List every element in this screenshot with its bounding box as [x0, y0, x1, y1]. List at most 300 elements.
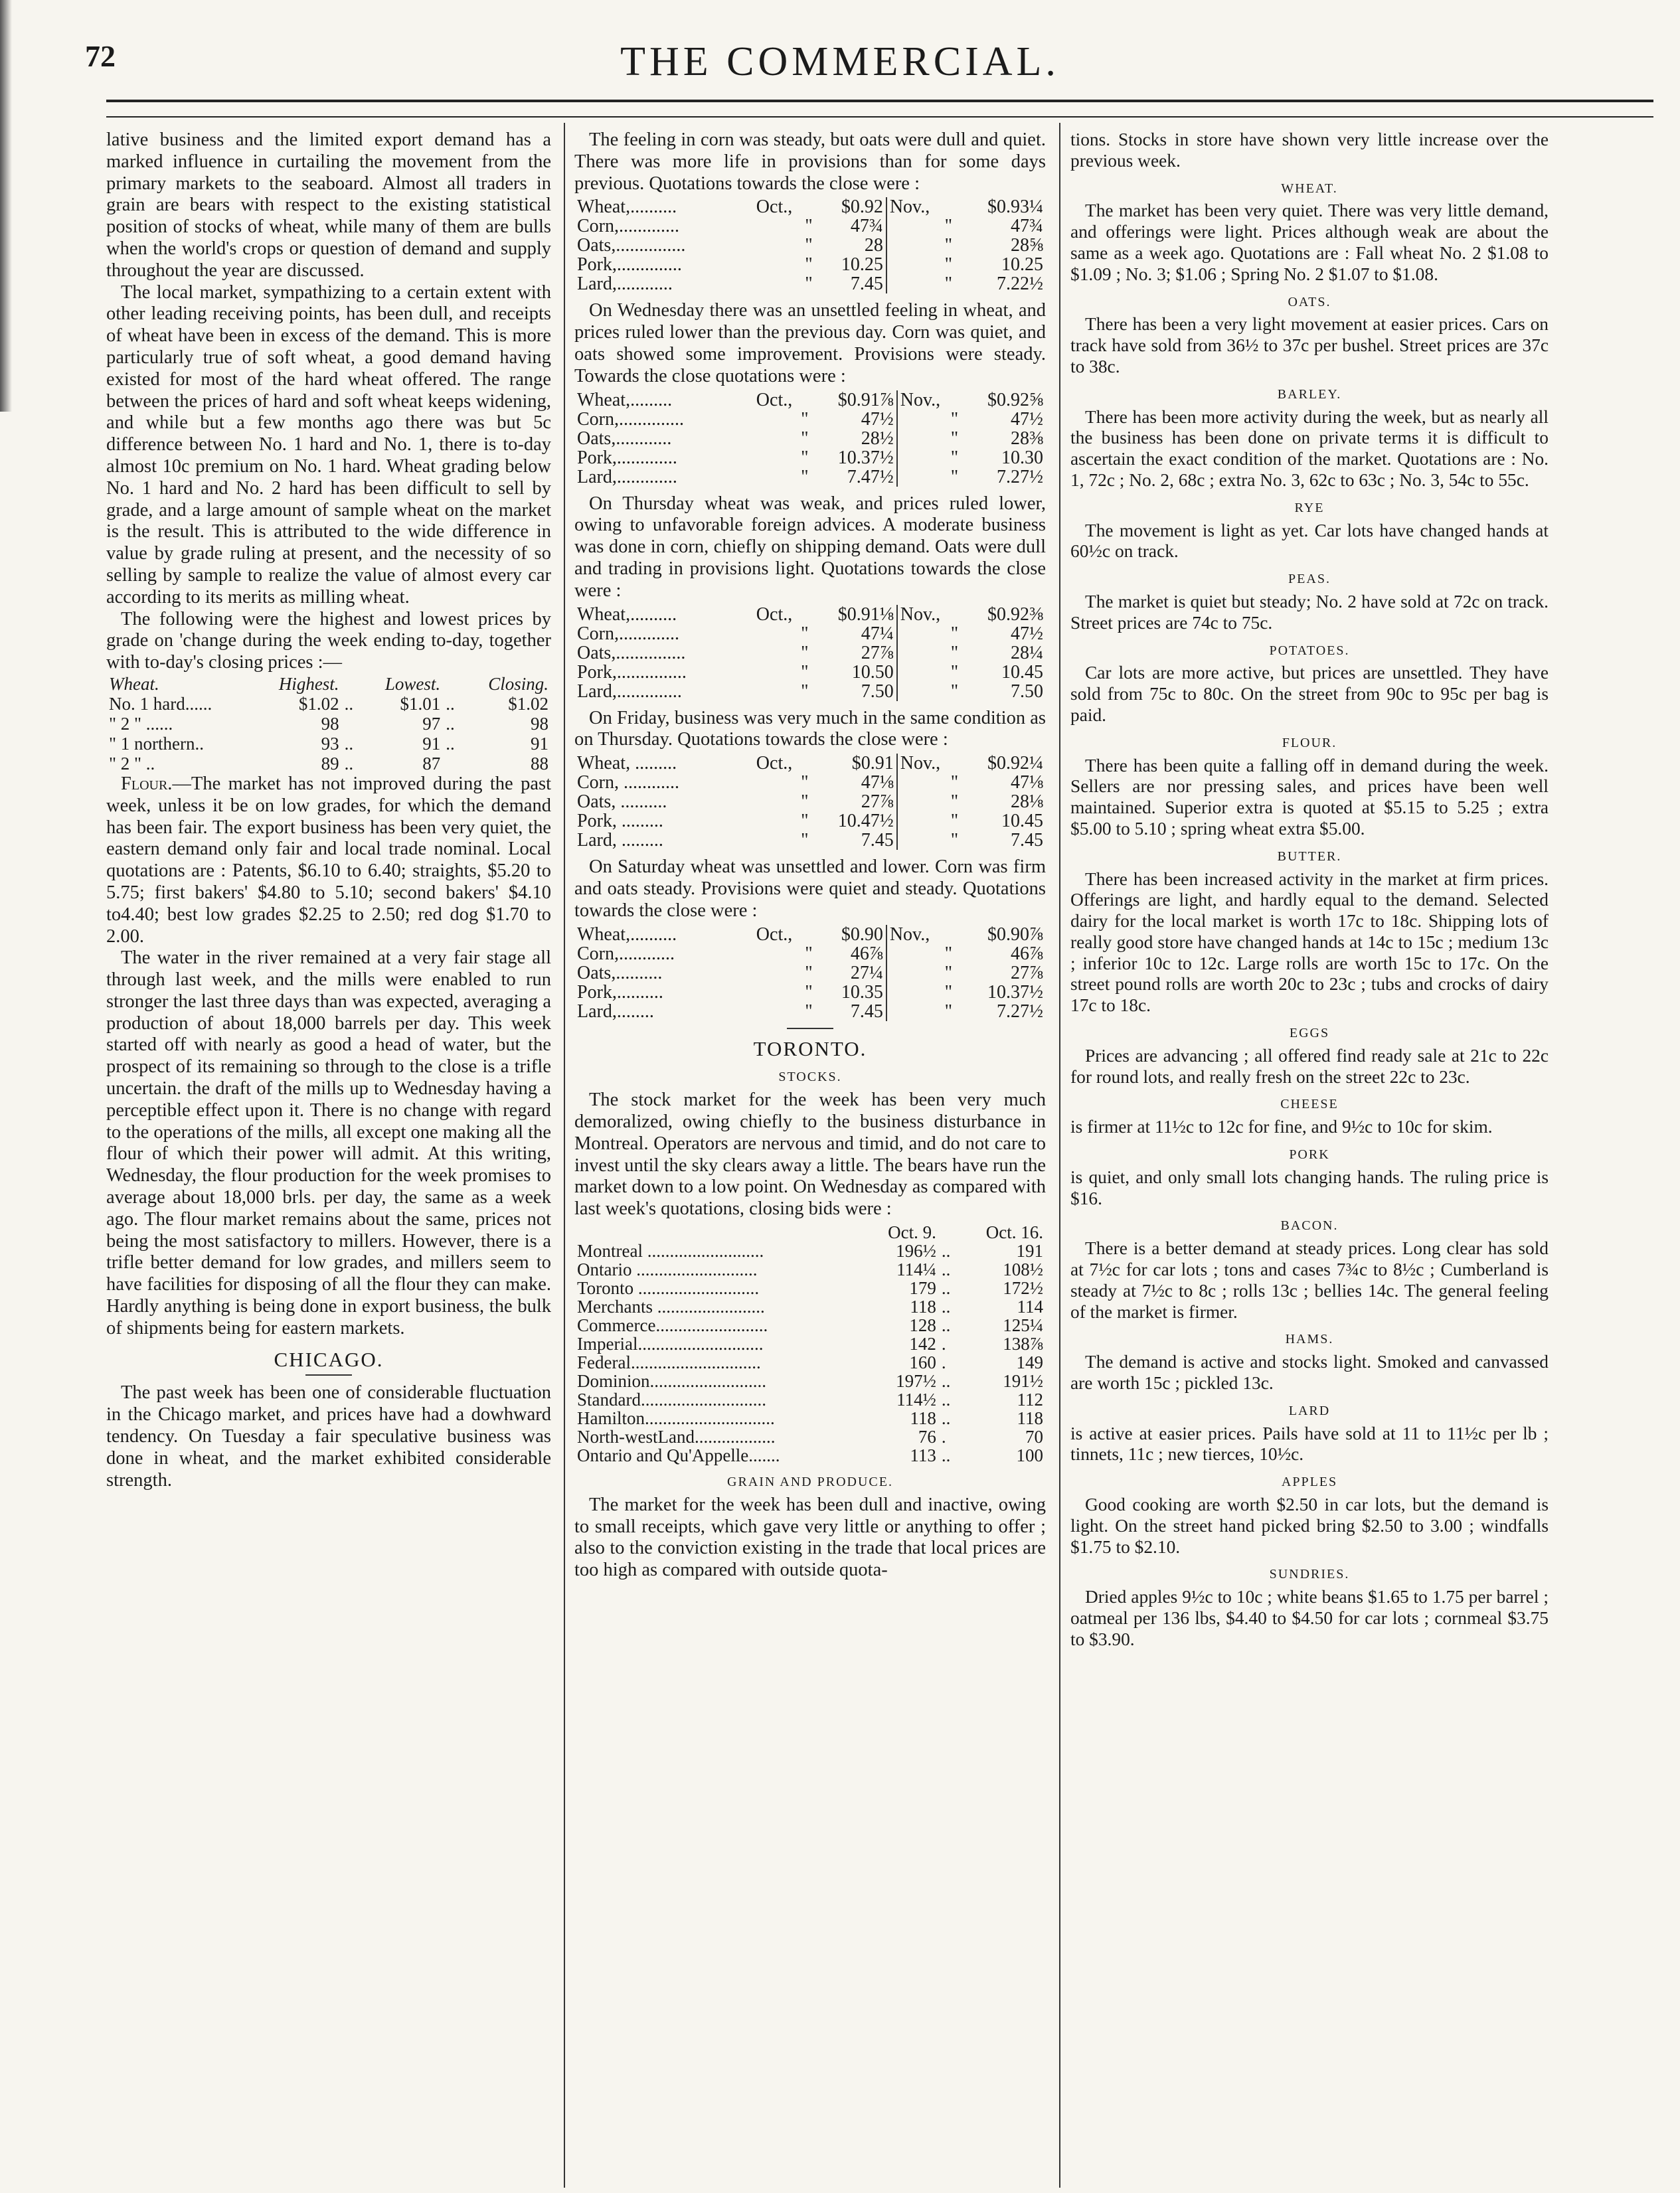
table-cell: ..	[344, 693, 354, 714]
table-cell: $0.91⅞	[837, 389, 894, 410]
flour-label: Flour.	[121, 773, 173, 794]
column-divider	[564, 123, 565, 2188]
table-cell: "	[897, 467, 961, 487]
subheading-eggs: EGGS	[1289, 1026, 1330, 1041]
table-row	[574, 792, 1046, 811]
table-cell: "	[801, 428, 809, 449]
table-cell: $1.02	[298, 693, 339, 714]
table-cell: 28⅛	[1011, 791, 1043, 813]
table-cell: "	[805, 981, 813, 1003]
table-cell: 91	[531, 733, 548, 754]
table-cell: " 2 " ......	[109, 713, 173, 734]
table-cell: Pork,.............	[577, 447, 677, 468]
table-cell: Corn,.............	[577, 623, 679, 644]
table-cell	[443, 754, 462, 773]
table-cell: 114	[1017, 1296, 1043, 1317]
table-cell: 89	[321, 753, 339, 773]
table-cell: Federal.............................	[577, 1352, 761, 1372]
table-cell: ..	[941, 1389, 951, 1410]
table-row	[574, 236, 1046, 255]
column-header: Highest.	[278, 673, 339, 694]
table-cell: 47¾	[850, 216, 883, 237]
table-row	[574, 605, 1046, 624]
paragraph-text: —The market has not improved during the past week, unless it be on low grades, for which the demand has been fair. The export business has been very quiet, the eastern demand only fair and local trade nominal. Local quotations are : Patents, $6.10 to 6.40; straights, $5.20 to 5.75; first bakers' $4.80 to 5.10; second bakers' $4.10 to4.40; best low grades $2.25 to 2.50; red dog $1.70 to 2.00.	[106, 773, 551, 947]
subheading-barley: BARLEY.	[1277, 386, 1342, 402]
table-cell: 7.22½	[997, 274, 1043, 295]
table-cell: ..	[446, 713, 455, 734]
column-header: Oct. 9.	[888, 1222, 936, 1242]
table-cell: Ontario ...........................	[577, 1259, 758, 1279]
column-3	[1070, 129, 1549, 1651]
table-row	[574, 1260, 1046, 1279]
table-cell: "	[897, 429, 961, 448]
table-cell: 70	[1025, 1426, 1043, 1447]
paragraph: The market has been very quiet. There was very little demand, and offerings were light. Prices although weak are about the same as a week ago. Quotations are : Fall wheat No. 2 $1.08 to $1.09 ; No. 3; $1.06 ; Spring No. 2 $1.07 to $1.08.	[1070, 201, 1549, 284]
table-cell: 10.37½	[837, 447, 894, 468]
subheading-lard: LARD	[1288, 1403, 1331, 1418]
table-cell: $0.91	[851, 753, 894, 774]
paragraph: The water in the river remained at a very fair stage all through last week, and the mills were enabled to run stronger the last three days than was expected, averaging a production of about 18,000 barrels per day. This week started off with nearly as good a head of water, but the prospect of its remaining so through to the close is a trifle uncertain. the draft of the mills up to Wednesday having a perceptible effect upon it. There is no change with regard to the operations of the mills, all except one making all the flour of which their power will admit. At this writing, Wednesday, the flour production for the week promises to average about 18,000 brls. per day, the same as a week ago. The flour market remains about the same, prices not being the most satisfactory to millers. However, there is a trifle better demand for low grades, and millers seem to have facilities for disposing of all the flour they can make. Hardly anything is being done in export business, the bulk of shipments being for eastern markets.	[106, 947, 551, 1339]
table-cell: Oct.,	[756, 753, 793, 774]
table-row	[574, 811, 1046, 831]
column-header: Lowest.	[384, 673, 441, 694]
table-row	[574, 963, 1046, 983]
table-row	[574, 1335, 1046, 1353]
paragraph: is active at easier prices. Pails have sold at 11 to 11½c per lb ; tinnets, 11c ; new tierces, 10½c.	[1070, 1423, 1549, 1465]
table-cell: ..	[344, 753, 354, 773]
paragraph: On Friday, business was very much in the same condition as on Thursday. Quotations towards the close were :	[574, 707, 1046, 750]
subheading-potatoes: POTATOES.	[1269, 643, 1350, 658]
paragraph: On Saturday wheat was unsettled and lower. Corn was firm and oats steady. Provisions were quiet and steady. Quotations towards the close were :	[574, 856, 1046, 921]
table-cell: 46⅞	[1011, 943, 1043, 964]
table-cell: 87	[422, 753, 441, 773]
subheading-bacon: BACON.	[1280, 1218, 1339, 1234]
table-cell: 93	[321, 733, 339, 754]
table-cell: Lard, .........	[577, 830, 663, 851]
table-cell: "	[801, 791, 809, 813]
subheading-sundries: SUNDRIES.	[1269, 1567, 1350, 1582]
table-cell: ..	[446, 733, 455, 754]
table-cell: $0.93¼	[987, 197, 1043, 218]
table-cell: "	[886, 983, 955, 1002]
table-cell: Corn, ............	[577, 772, 679, 793]
subheading-oats: OATS.	[1288, 294, 1331, 309]
table-row	[574, 1427, 1046, 1446]
table-row	[574, 1297, 1046, 1316]
table-cell: Wheat, .........	[577, 753, 677, 774]
table-cell: 10.45	[1001, 811, 1043, 832]
table-cell: "	[801, 811, 809, 832]
table-cell: "	[801, 623, 809, 644]
paragraph: The movement is light as yet. Car lots have changed hands at 60½c on track.	[1070, 520, 1549, 562]
table-cell: $1.02	[508, 693, 548, 714]
table-cell: Montreal ..........................	[577, 1240, 764, 1261]
table-cell: Nov.,	[886, 197, 955, 216]
table-row	[574, 1002, 1046, 1021]
table-cell: $0.90	[841, 924, 883, 945]
table-cell: 113	[910, 1445, 936, 1465]
table-cell: "	[886, 274, 955, 293]
table-cell: 172½	[1003, 1277, 1043, 1298]
table-cell: 7.45	[1011, 830, 1043, 851]
table-cell: 100	[1016, 1445, 1043, 1465]
table-cell: Pork,..........	[577, 981, 663, 1003]
table-cell: "	[805, 274, 813, 295]
table-row	[574, 682, 1046, 701]
table-cell: 46⅞	[850, 943, 883, 964]
header-rule-thick	[106, 100, 1653, 102]
table-cell: ..	[941, 1408, 951, 1428]
paragraph: The following were the highest and lowest prices by grade on 'change during the week ending to-day, together with to-day's closing prices :—	[106, 608, 551, 673]
table-cell: 191½	[1003, 1370, 1043, 1391]
table-cell: Oats, ..........	[577, 791, 667, 813]
subheading-grain-and-produce: GRAIN AND PRODUCE.	[727, 1474, 893, 1489]
table-cell: 7.47½	[847, 466, 894, 487]
table-cell: "	[801, 447, 809, 468]
table-row	[574, 429, 1046, 448]
table-cell: " 2 " ..	[109, 753, 155, 773]
table-cell: 27⅞	[861, 642, 894, 663]
table-row	[574, 831, 1046, 850]
paragraph: There is a better demand at steady prices. Long clear has sold at 7½c for car lots ; tons and cases 7¾c to 8½c ; Cumberland is steady at 7½c to 8c ; rolls 13c ; bellies 14c. The general feeling of the market is firmer.	[1070, 1238, 1549, 1322]
table-row	[574, 1446, 1046, 1465]
subheading-butter: BUTTER.	[1277, 849, 1342, 864]
table-row	[574, 1242, 1046, 1260]
table-row	[574, 467, 1046, 487]
table-cell: ..	[941, 1370, 951, 1391]
table-cell: "	[886, 255, 955, 274]
column-1	[106, 129, 551, 1491]
paragraph: The stock market for the week has been very much demoralized, owing chiefly to the business disturbance in Montreal. Operators are nervous and timid, and do not care to invest until the sky clears away a little. The bears have run the market down to a low point. On Wednesday as compared with last week's quotations, closing bids were :	[574, 1090, 1046, 1220]
paragraph: is quiet, and only small lots changing hands. The ruling price is $16.	[1070, 1167, 1549, 1208]
table-row	[574, 663, 1046, 682]
table-cell: 27¼	[850, 962, 883, 983]
table-cell: 197½	[896, 1370, 936, 1391]
table-cell: 47¾	[1011, 216, 1043, 237]
subheading-rye: RYE	[1294, 500, 1325, 515]
table-cell: 47½	[1011, 623, 1043, 644]
paragraph: Dried apples 9½c to 10c ; white beans $1.65 to 1.75 per barrel ; oatmeal per 136 lbs, $4.40 to $4.50 for car lots ; cornmeal $3.75 to $3.90.	[1070, 1587, 1549, 1649]
table-cell: 191	[1016, 1240, 1043, 1261]
table-cell: "	[805, 235, 813, 256]
table-cell: 10.30	[1001, 447, 1043, 468]
table-header-row	[574, 1223, 1046, 1242]
table-cell: No. 1 hard......	[109, 693, 212, 714]
table-cell: 47½	[861, 408, 894, 430]
table-cell: "	[805, 962, 813, 983]
table-cell: Oats,..........	[577, 962, 663, 983]
table-cell: 47⅛	[1011, 772, 1043, 793]
table-cell: Imperial............................	[577, 1333, 764, 1354]
table-cell: "	[886, 236, 955, 255]
table-cell: North-westLand..................	[577, 1426, 776, 1447]
table-cell: Nov.,	[897, 754, 961, 773]
table-cell: Standard............................	[577, 1389, 766, 1410]
paragraph: tions. Stocks in store have shown very little increase over the previous week.	[1070, 129, 1549, 171]
table-row	[574, 448, 1046, 467]
table-cell: "	[897, 448, 961, 467]
table-row	[574, 410, 1046, 429]
table-cell: ..	[941, 1240, 951, 1261]
paragraph: There has been more activity during the week, but as nearly all the business has been done on private terms it is difficult to ascertain the exact condition of the market. Quotations are : No. 1, 72c ; No. 2, 68c ; extra No. 3, 62c to 63c ; No. 3, 54c to 55c.	[1070, 406, 1549, 490]
table-cell: $0.92	[841, 197, 883, 218]
table-cell: .	[941, 1426, 946, 1447]
section-heading-toronto: TORONTO.	[753, 1036, 867, 1060]
table-row	[574, 1316, 1046, 1335]
table-row	[574, 983, 1046, 1002]
masthead-title: THE COMMERCIAL.	[620, 39, 1060, 84]
table-row	[574, 1353, 1046, 1372]
table-cell: "	[801, 642, 809, 663]
table-cell: Oct.,	[756, 924, 793, 945]
table-cell: .	[941, 1352, 946, 1372]
table-cell: Lard,.............	[577, 466, 677, 487]
table-cell: "	[897, 811, 961, 831]
table-cell: ..	[941, 1315, 951, 1335]
paragraph: There has been quite a falling off in demand during the week. Sellers are nor pressing sales, and prices have been well maintained. Superior extra is quoted at $5.15 to 5.25 ; extra $5.00 to 5.10 ; spring wheat extra $5.00.	[1070, 755, 1549, 839]
table-row	[106, 714, 551, 734]
subheading-wheat: WHEAT.	[1281, 181, 1338, 196]
subheading-flour: FLOUR.	[1282, 735, 1337, 750]
table-cell: 125¼	[1003, 1315, 1043, 1335]
table-cell: 28¼	[1011, 642, 1043, 663]
table-cell: 118	[910, 1408, 936, 1428]
table-cell: ..	[344, 733, 354, 754]
quotation-table	[574, 390, 1046, 487]
table-cell: 7.27½	[997, 466, 1043, 487]
table-cell: $1.01	[400, 693, 441, 714]
table-cell: 108½	[1003, 1259, 1043, 1279]
table-cell: Oct.,	[756, 389, 793, 410]
table-cell: 7.45	[850, 1001, 883, 1022]
table-row	[574, 1409, 1046, 1427]
table-row	[574, 197, 1046, 216]
table-row	[574, 1279, 1046, 1297]
table-cell: 27⅞	[861, 791, 894, 813]
table-cell: 97	[422, 713, 441, 734]
table-cell: 149	[1016, 1352, 1043, 1372]
table-cell: 28½	[861, 428, 894, 449]
table-row	[574, 754, 1046, 773]
table-cell: Pork, .........	[577, 811, 663, 832]
table-cell: Wheat,..........	[577, 604, 677, 625]
table-cell: "	[897, 773, 961, 792]
page-number: 72	[85, 39, 116, 73]
quotation-table	[574, 605, 1046, 701]
header-rule-thin	[106, 116, 1653, 118]
table-cell: Oats,...............	[577, 235, 686, 256]
table-cell: Corn,..............	[577, 408, 684, 430]
table-cell: " 1 northern..	[109, 733, 204, 754]
table-cell: Lard,..............	[577, 681, 682, 702]
table-cell: 28	[864, 235, 883, 256]
table-cell: "	[805, 1001, 813, 1022]
table-cell: Commerce.........................	[577, 1315, 768, 1335]
table-cell: 27⅞	[1011, 962, 1043, 983]
table-cell: Wheat,.........	[577, 389, 673, 410]
table-row	[574, 255, 1046, 274]
paragraph: On Wednesday there was an unsettled feeling in wheat, and prices ruled lower than the previous day. Corn was quiet, and oats showed some improvement. Provisions were steady. Towards the close quotations were :	[574, 300, 1046, 386]
table-cell: Lard,............	[577, 274, 673, 295]
table-cell: ..	[446, 693, 455, 714]
paragraph: is firmer at 11½c to 12c for fine, and 9½c to 10c for skim.	[1070, 1117, 1493, 1137]
table-row	[574, 274, 1046, 293]
table-cell: $0.92⅝	[987, 389, 1043, 410]
table-cell: 98	[321, 713, 339, 734]
column-header: Wheat.	[109, 673, 159, 694]
table-cell: "	[801, 681, 809, 702]
table-cell: 142	[909, 1333, 936, 1354]
paragraph: There has been a very light movement at easier prices. Cars on track have sold from 36½ to 37c per bushel. Street prices are 37c to 38c.	[1070, 314, 1549, 376]
table-cell: 7.50	[1011, 681, 1043, 702]
table-cell: ..	[941, 1296, 951, 1317]
table-cell: Pork,...............	[577, 661, 687, 683]
table-cell: 114¼	[896, 1259, 936, 1279]
table-cell: Corn,............	[577, 943, 675, 964]
paragraph	[106, 773, 551, 947]
table-cell: 196½	[896, 1240, 936, 1261]
table-cell: 114½	[896, 1389, 936, 1410]
table-row	[106, 754, 551, 773]
table-cell: Merchants ........................	[577, 1296, 765, 1317]
table-row	[574, 944, 1046, 963]
table-row	[574, 624, 1046, 643]
table-cell: Ontario and Qu'Appelle.......	[577, 1445, 780, 1465]
table-cell: 179	[909, 1277, 936, 1298]
table-cell: "	[897, 410, 961, 429]
table-cell: 10.47½	[837, 811, 894, 832]
paragraph: The demand is active and stocks light. Smoked and canvassed are worth 15c ; pickled 13c.	[1070, 1352, 1549, 1394]
column-header: Closing.	[488, 673, 548, 694]
table-row	[574, 1390, 1046, 1409]
table-cell: "	[886, 963, 955, 983]
bank-stock-table	[574, 1223, 1046, 1465]
paragraph: On Thursday wheat was weak, and prices ruled lower, owing to unfavorable foreign advices. A moderate business was done in corn, chiefly on shipping demand. Oats were dull and trading in provisions light. Quotations towards the close were :	[574, 493, 1046, 601]
table-cell: Oats,...............	[577, 642, 686, 663]
table-cell: 47½	[1011, 408, 1043, 430]
table-row	[574, 216, 1046, 236]
table-cell: "	[897, 831, 961, 850]
table-cell: $0.92⅜	[987, 604, 1043, 625]
table-cell: Toronto ...........................	[577, 1277, 760, 1298]
table-cell: 7.45	[861, 830, 894, 851]
table-cell: Lard,........	[577, 1001, 654, 1022]
table-cell: ..	[941, 1259, 951, 1279]
table-cell: 10.25	[841, 254, 883, 276]
table-row	[574, 1372, 1046, 1390]
table-row	[574, 925, 1046, 944]
table-row	[106, 734, 551, 754]
paragraph: The market for the week has been dull and inactive, owing to small receipts, which gave very little or anything to offer ; also to the conviction existing in the trade that local prices are too high as compared with outside quota-	[574, 1494, 1046, 1581]
paragraph: Car lots are more active, but prices are unsettled. They have sold from 75c to 80c. On the street from 90c to 95c per bag is paid.	[1070, 663, 1549, 725]
table-cell: 10.50	[851, 661, 894, 683]
table-cell: "	[886, 1002, 955, 1021]
table-cell: 118	[1017, 1408, 1043, 1428]
subheading-hams: HAMS.	[1285, 1332, 1334, 1347]
table-cell: "	[801, 830, 809, 851]
table-cell: "	[801, 772, 809, 793]
paragraph: The local market, sympathizing to a certain extent with other leading receiving points, has been dull, and receipts of wheat have been in excess of the demand. This is more particularly true of soft wheat, a good demand having existed for most of the hard wheat offered. The range between the prices of hard and soft wheat keeps widening, and while but a few months ago there was but 5c difference between No. 1 hard and No. 1, there is to-day almost 10c premium on No. 1 hard. Wheat grading below No. 1 hard and No. 2 hard has been difficult to sell by grade, and a large amount of sample wheat on the market is the result. This is attributed to the wide difference in value by grade ruling at present, and the necessity of so selling by sample to realize the value of almost every car according to its merits as milling wheat.	[106, 282, 551, 608]
table-cell: 98	[531, 713, 548, 734]
table-cell: Pork,..............	[577, 254, 682, 276]
column-header: Oct. 16.	[985, 1222, 1043, 1242]
table-cell: Oct.,	[756, 197, 793, 218]
quotation-table	[574, 754, 1046, 850]
column-2	[574, 129, 1046, 1582]
table-cell: Hamilton.............................	[577, 1408, 775, 1428]
table-cell: Corn,.............	[577, 216, 679, 237]
paragraph: The market is quiet but steady; No. 2 have sold at 72c on track. Street prices are 74c to 75c.	[1070, 591, 1549, 633]
wheat-grade-table	[106, 674, 551, 773]
table-cell: "	[886, 216, 955, 236]
table-cell: 76	[918, 1426, 936, 1447]
table-cell: "	[886, 944, 955, 963]
table-cell: ..	[941, 1445, 951, 1465]
table-cell: 160	[909, 1352, 936, 1372]
table-cell: "	[801, 466, 809, 487]
table-cell: "	[801, 408, 809, 430]
table-row	[574, 390, 1046, 410]
heading-rule	[305, 1374, 352, 1376]
heading-rule	[787, 1028, 833, 1029]
subheading-peas: PEAS.	[1288, 572, 1331, 587]
subheading-apples: APPLES	[1281, 1475, 1338, 1490]
table-cell: Wheat,..........	[577, 197, 677, 218]
table-cell: "	[805, 254, 813, 276]
table-cell: $0.91⅛	[837, 604, 894, 625]
paragraph: The past week has been one of considerable fluctuation in the Chicago market, and prices have had a dowhward tendency. On Tuesday a fair speculative business was done in wheat, and the market exhibited considerable strength.	[106, 1382, 551, 1491]
table-cell: Dominion..........................	[577, 1370, 767, 1391]
subheading-cheese: CHEESE	[1280, 1097, 1339, 1112]
table-cell: "	[801, 661, 809, 683]
paragraph: Good cooking are worth $2.50 in car lots, but the demand is light. On the street hand picked bring $2.50 to 3.00 ; windfalls $1.75 to $2.10.	[1070, 1495, 1549, 1557]
table-cell: "	[897, 792, 961, 811]
table-cell: 28⅝	[1011, 235, 1043, 256]
paragraph: Prices are advancing ; all offered find ready sale at 21c to 22c for round lots, and really fresh on the street 22c to 23c.	[1070, 1045, 1549, 1087]
column-divider	[1059, 123, 1060, 2188]
table-cell: 10.37½	[987, 981, 1043, 1003]
table-cell: Wheat,..........	[577, 924, 677, 945]
paragraph: lative business and the limited export demand has a marked influence in curtailing the movement from the primary markets to the seaboard. Almost all traders in grain are bears with respect to the existing statistical position of stocks of wheat, while many of them are bulls when the world's crops or question of demand and supply throughout the year are discussed.	[106, 129, 551, 281]
table-cell: 28⅜	[1011, 428, 1043, 449]
table-cell: 118	[910, 1296, 936, 1317]
table-cell: 112	[1017, 1389, 1043, 1410]
table-cell	[342, 714, 361, 734]
table-cell: Nov.,	[886, 925, 955, 944]
table-cell: "	[897, 682, 961, 701]
table-cell: 7.45	[850, 274, 883, 295]
table-cell: "	[897, 624, 961, 643]
table-cell: Oats,............	[577, 428, 672, 449]
table-cell: "	[897, 663, 961, 682]
table-cell: 7.50	[861, 681, 894, 702]
table-cell: 88	[531, 753, 548, 773]
quotation-table	[574, 197, 1046, 293]
table-row	[106, 694, 551, 714]
table-row	[574, 643, 1046, 663]
table-cell: 128	[909, 1315, 936, 1335]
table-header-row	[106, 674, 551, 694]
table-cell: $0.90⅞	[987, 924, 1043, 945]
table-cell: "	[805, 216, 813, 237]
quotation-table	[574, 925, 1046, 1021]
table-cell: ..	[941, 1277, 951, 1298]
table-cell: "	[897, 643, 961, 663]
subheading-pork: PORK	[1289, 1147, 1330, 1163]
table-cell: 91	[422, 733, 441, 754]
paragraph: The feeling in corn was steady, but oats were dull and quiet. There was more life in provisions than for some days previous. Quotations towards the close were :	[574, 129, 1046, 194]
table-cell: 10.45	[1001, 661, 1043, 683]
